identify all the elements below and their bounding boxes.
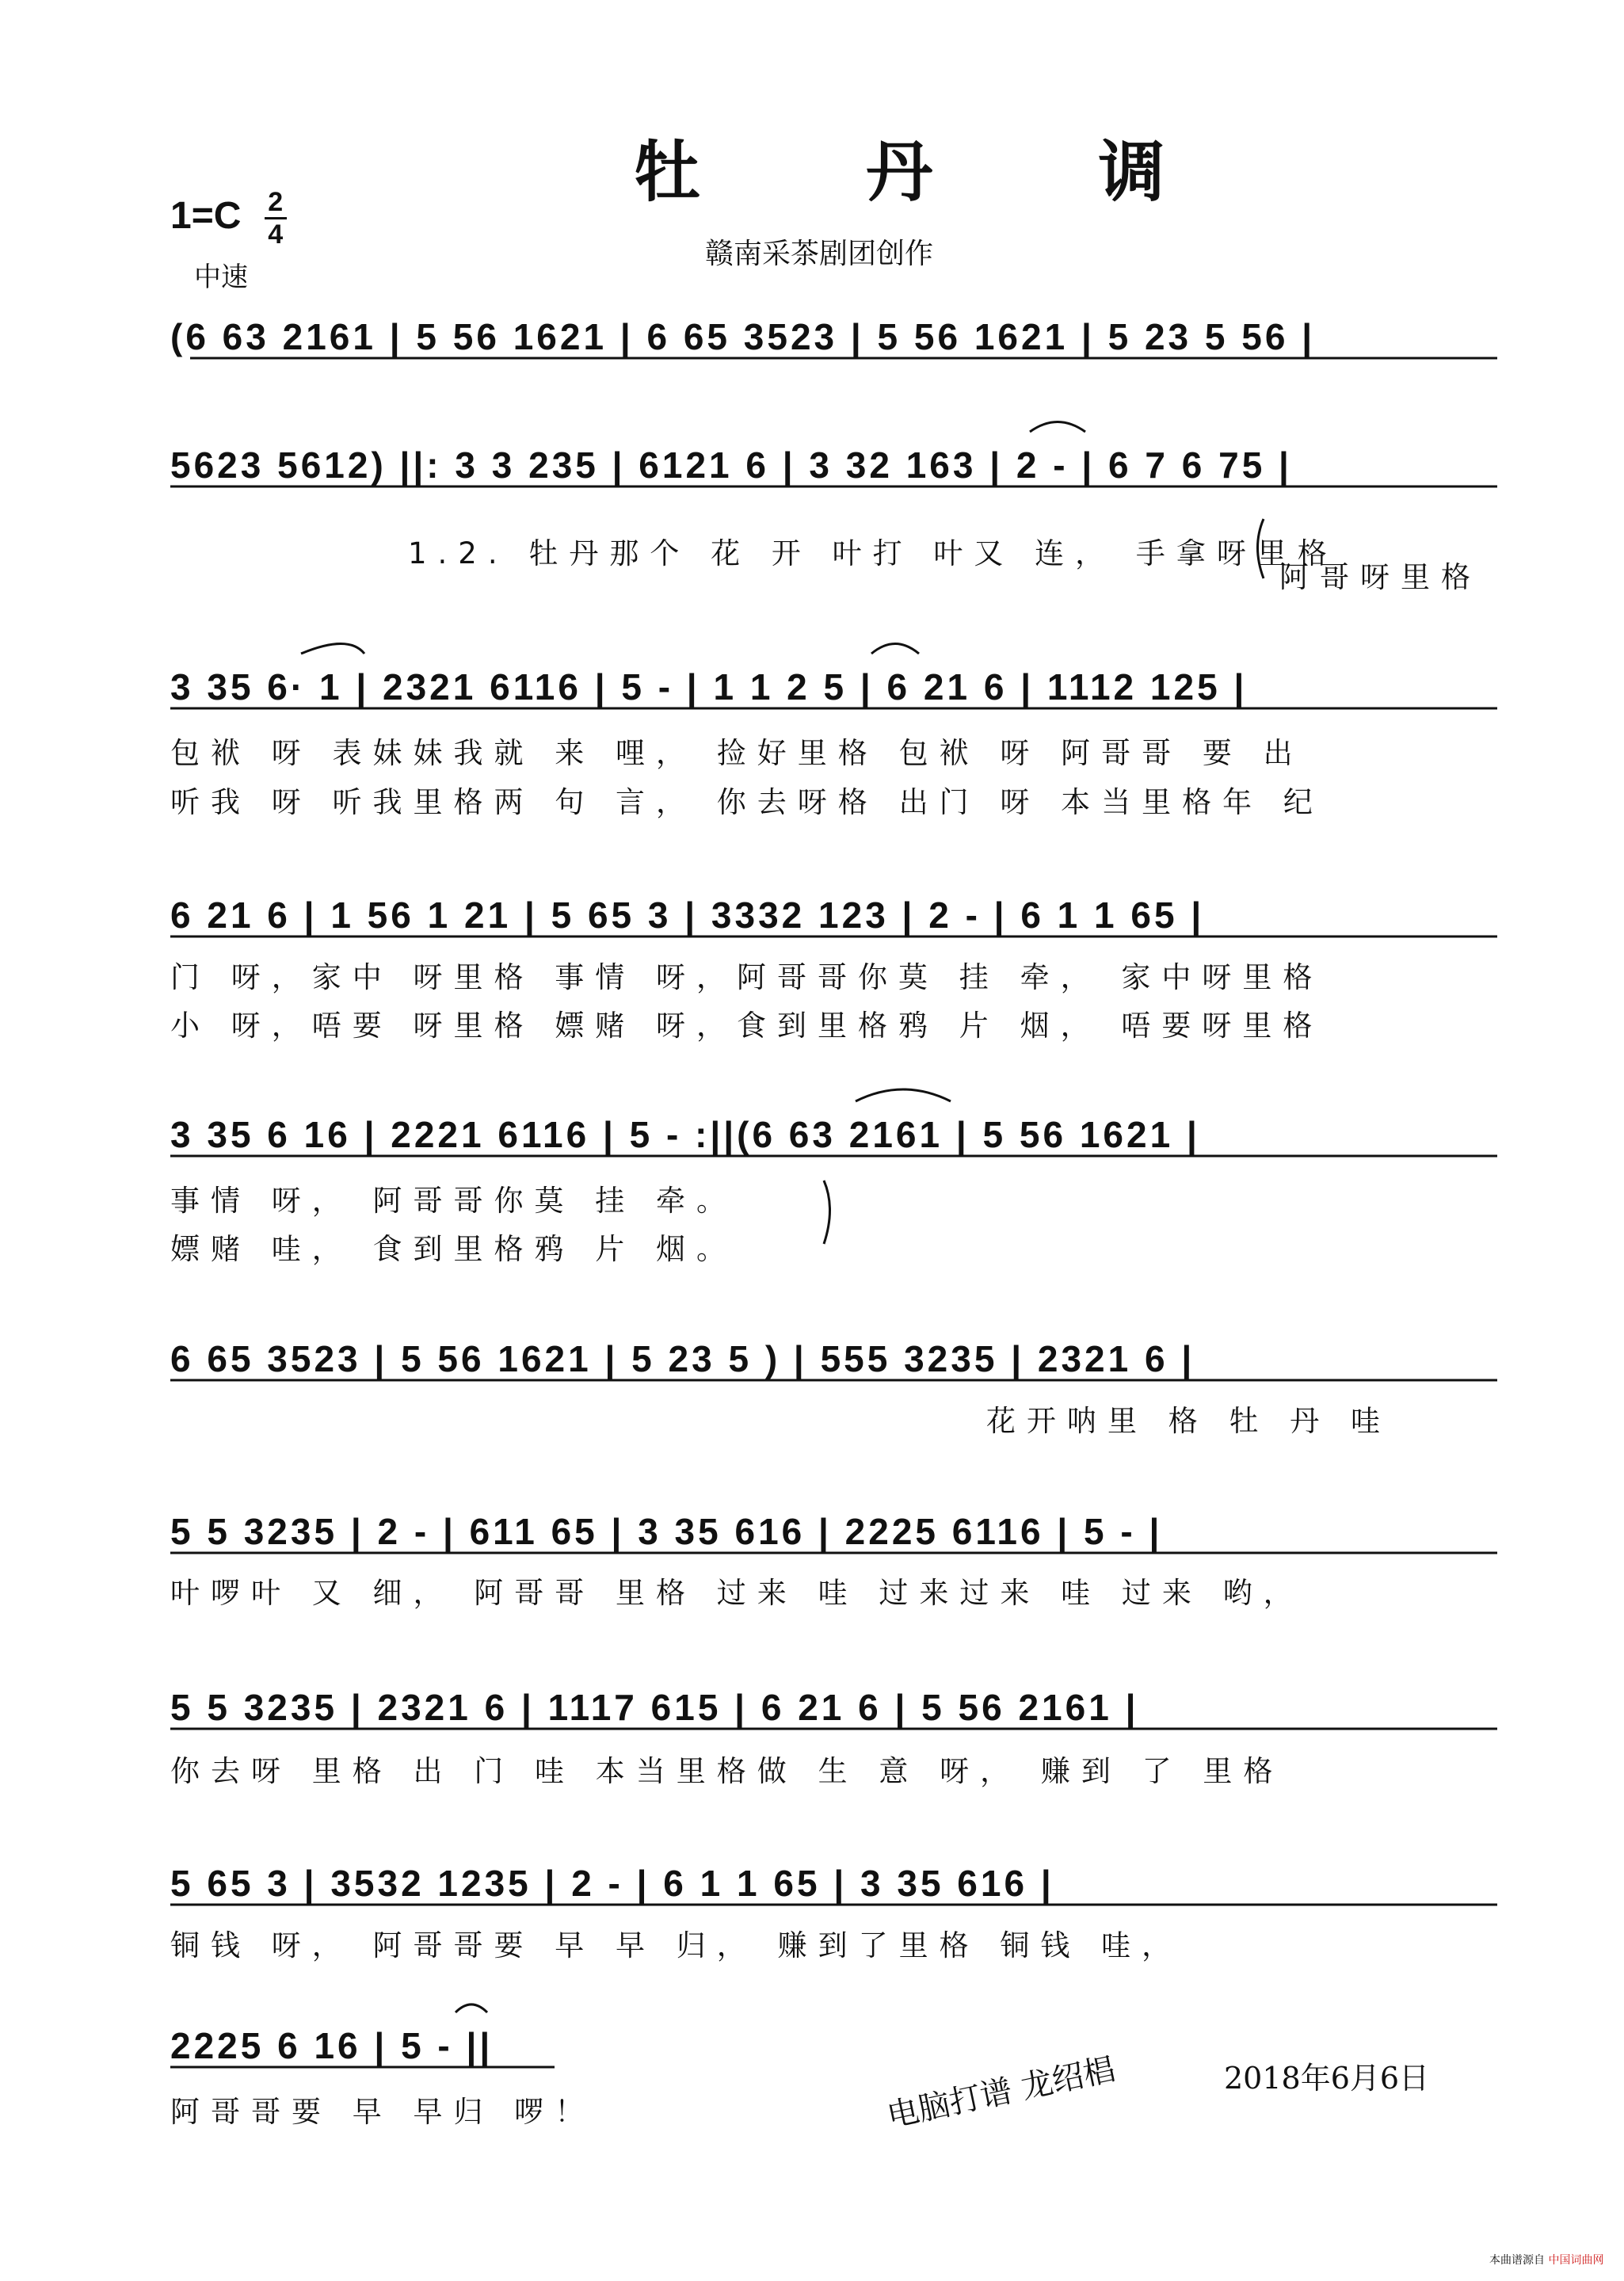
- notation-row-1: (6 63 2161 | 5 56 1621 | 6 65 3523 | 5 56 1621 | 5 23 5 56 |: [170, 316, 1316, 357]
- lyrics-row-2-verse-1: 1.2. 牡丹那个 花 开 叶打 叶又 连， 手拿呀里格: [408, 536, 1338, 570]
- verse-brace-row-2: [1258, 519, 1264, 578]
- score-title: 牡 丹 调: [634, 132, 1237, 211]
- notation-row-6: 6 65 3523 | 5 56 1621 | 5 23 5 ) | 555 3235 | 2321 6 |: [170, 1338, 1195, 1379]
- lyrics-row-4-verse-1: 门 呀，家中 呀里格 事情 呀，阿哥哥你莫 挂 牵， 家中呀里格: [170, 960, 1324, 994]
- composer-credit: 赣南采茶剧团创作: [705, 238, 934, 270]
- slur-row-5a: [856, 1089, 951, 1101]
- lyrics-row-3-verse-1: 包袱 呀 表妹妹我就 来 哩， 捡好里格 包袱 呀 阿哥哥 要 出: [170, 736, 1304, 770]
- key-label: 1=C: [170, 195, 242, 238]
- lyrics-row-2-verse-2: 阿哥呀里格: [1279, 560, 1481, 594]
- time-bottom: 4: [268, 219, 284, 250]
- notation-row-10: 2225 6 16 | 5 - ||: [170, 2025, 494, 2066]
- notation-row-7: 5 5 3235 | 2 - | 611 65 | 3 35 616 | 2225 6116 | 5 - |: [170, 1511, 1163, 1552]
- notation-row-3: 3 35 6· 1 | 2321 6116 | 5 - | 1 1 2 5 | 6 21 6 | 1112 125 |: [170, 666, 1248, 708]
- lyrics-row-6: 花开呐里 格 牡 丹 哇: [986, 1404, 1392, 1438]
- verse-brace-row-5: [824, 1181, 830, 1244]
- slur-row-2a: [1030, 422, 1085, 433]
- lyrics-row-7: 叶啰叶 又 细， 阿哥哥 里格 过来 哇 过来过来 哇 过来 哟，: [170, 1576, 1304, 1610]
- notation-row-5: 3 35 6 16 | 2221 6116 | 5 - :||(6 63 2161 | 5 56 1621 |: [170, 1114, 1200, 1155]
- engraver-signature: 电脑打谱 龙绍椙: [883, 2050, 1119, 2135]
- lyrics-row-4-verse-2: 小 呀，唔要 呀里格 嫖赌 呀，食到里格鸦 片 烟， 唔要呀里格: [170, 1009, 1324, 1043]
- notation-row-9: 5 65 3 | 3532 1235 | 2 - | 6 1 1 65 | 3 35 616 |: [170, 1863, 1054, 1904]
- slur-row-3a: [301, 644, 364, 654]
- footer-site-link[interactable]: 中国词曲网: [1548, 2254, 1604, 2267]
- notation-row-8: 5 5 3235 | 2321 6 | 1117 615 | 6 21 6 | 5 56 2161 |: [170, 1687, 1139, 1728]
- slur-row-10a: [456, 2004, 487, 2012]
- lyrics-row-10: 阿哥哥要 早 早归 啰！: [170, 2095, 596, 2129]
- lyrics-row-9: 铜钱 呀， 阿哥哥要 早 早 归， 赚到了里格 铜钱 哇，: [170, 1928, 1183, 1962]
- slur-row-3b: [871, 644, 919, 654]
- lyrics-row-8: 你去呀 里格 出 门 哇 本当里格做 生 意 呀， 赚到 了 里格: [170, 1754, 1284, 1788]
- score-date: 2018年6月6日: [1224, 2061, 1430, 2096]
- lyrics-row-5-verse-1: 事情 呀， 阿哥哥你莫 挂 牵。: [170, 1184, 738, 1218]
- lyrics-row-3-verse-2: 听我 呀 听我里格两 句 言， 你去呀格 出门 呀 本当里格年 纪: [170, 785, 1324, 819]
- time-top: 2: [268, 187, 284, 217]
- footer-source-label: 本曲谱源自: [1489, 2254, 1545, 2267]
- tempo-marking: 中速: [194, 261, 248, 293]
- notation-row-4: 6 21 6 | 1 56 1 21 | 5 65 3 | 3332 123 | 2 - | 6 1 1 65 |: [170, 894, 1205, 936]
- lyrics-row-5-verse-2: 嫖赌 哇， 食到里格鸦 片 烟。: [170, 1232, 738, 1266]
- notation-row-2: 5623 5612) ||: 3 3 235 | 6121 6 | 3 32 163 | 2 - | 6 7 6 75 |: [170, 444, 1292, 486]
